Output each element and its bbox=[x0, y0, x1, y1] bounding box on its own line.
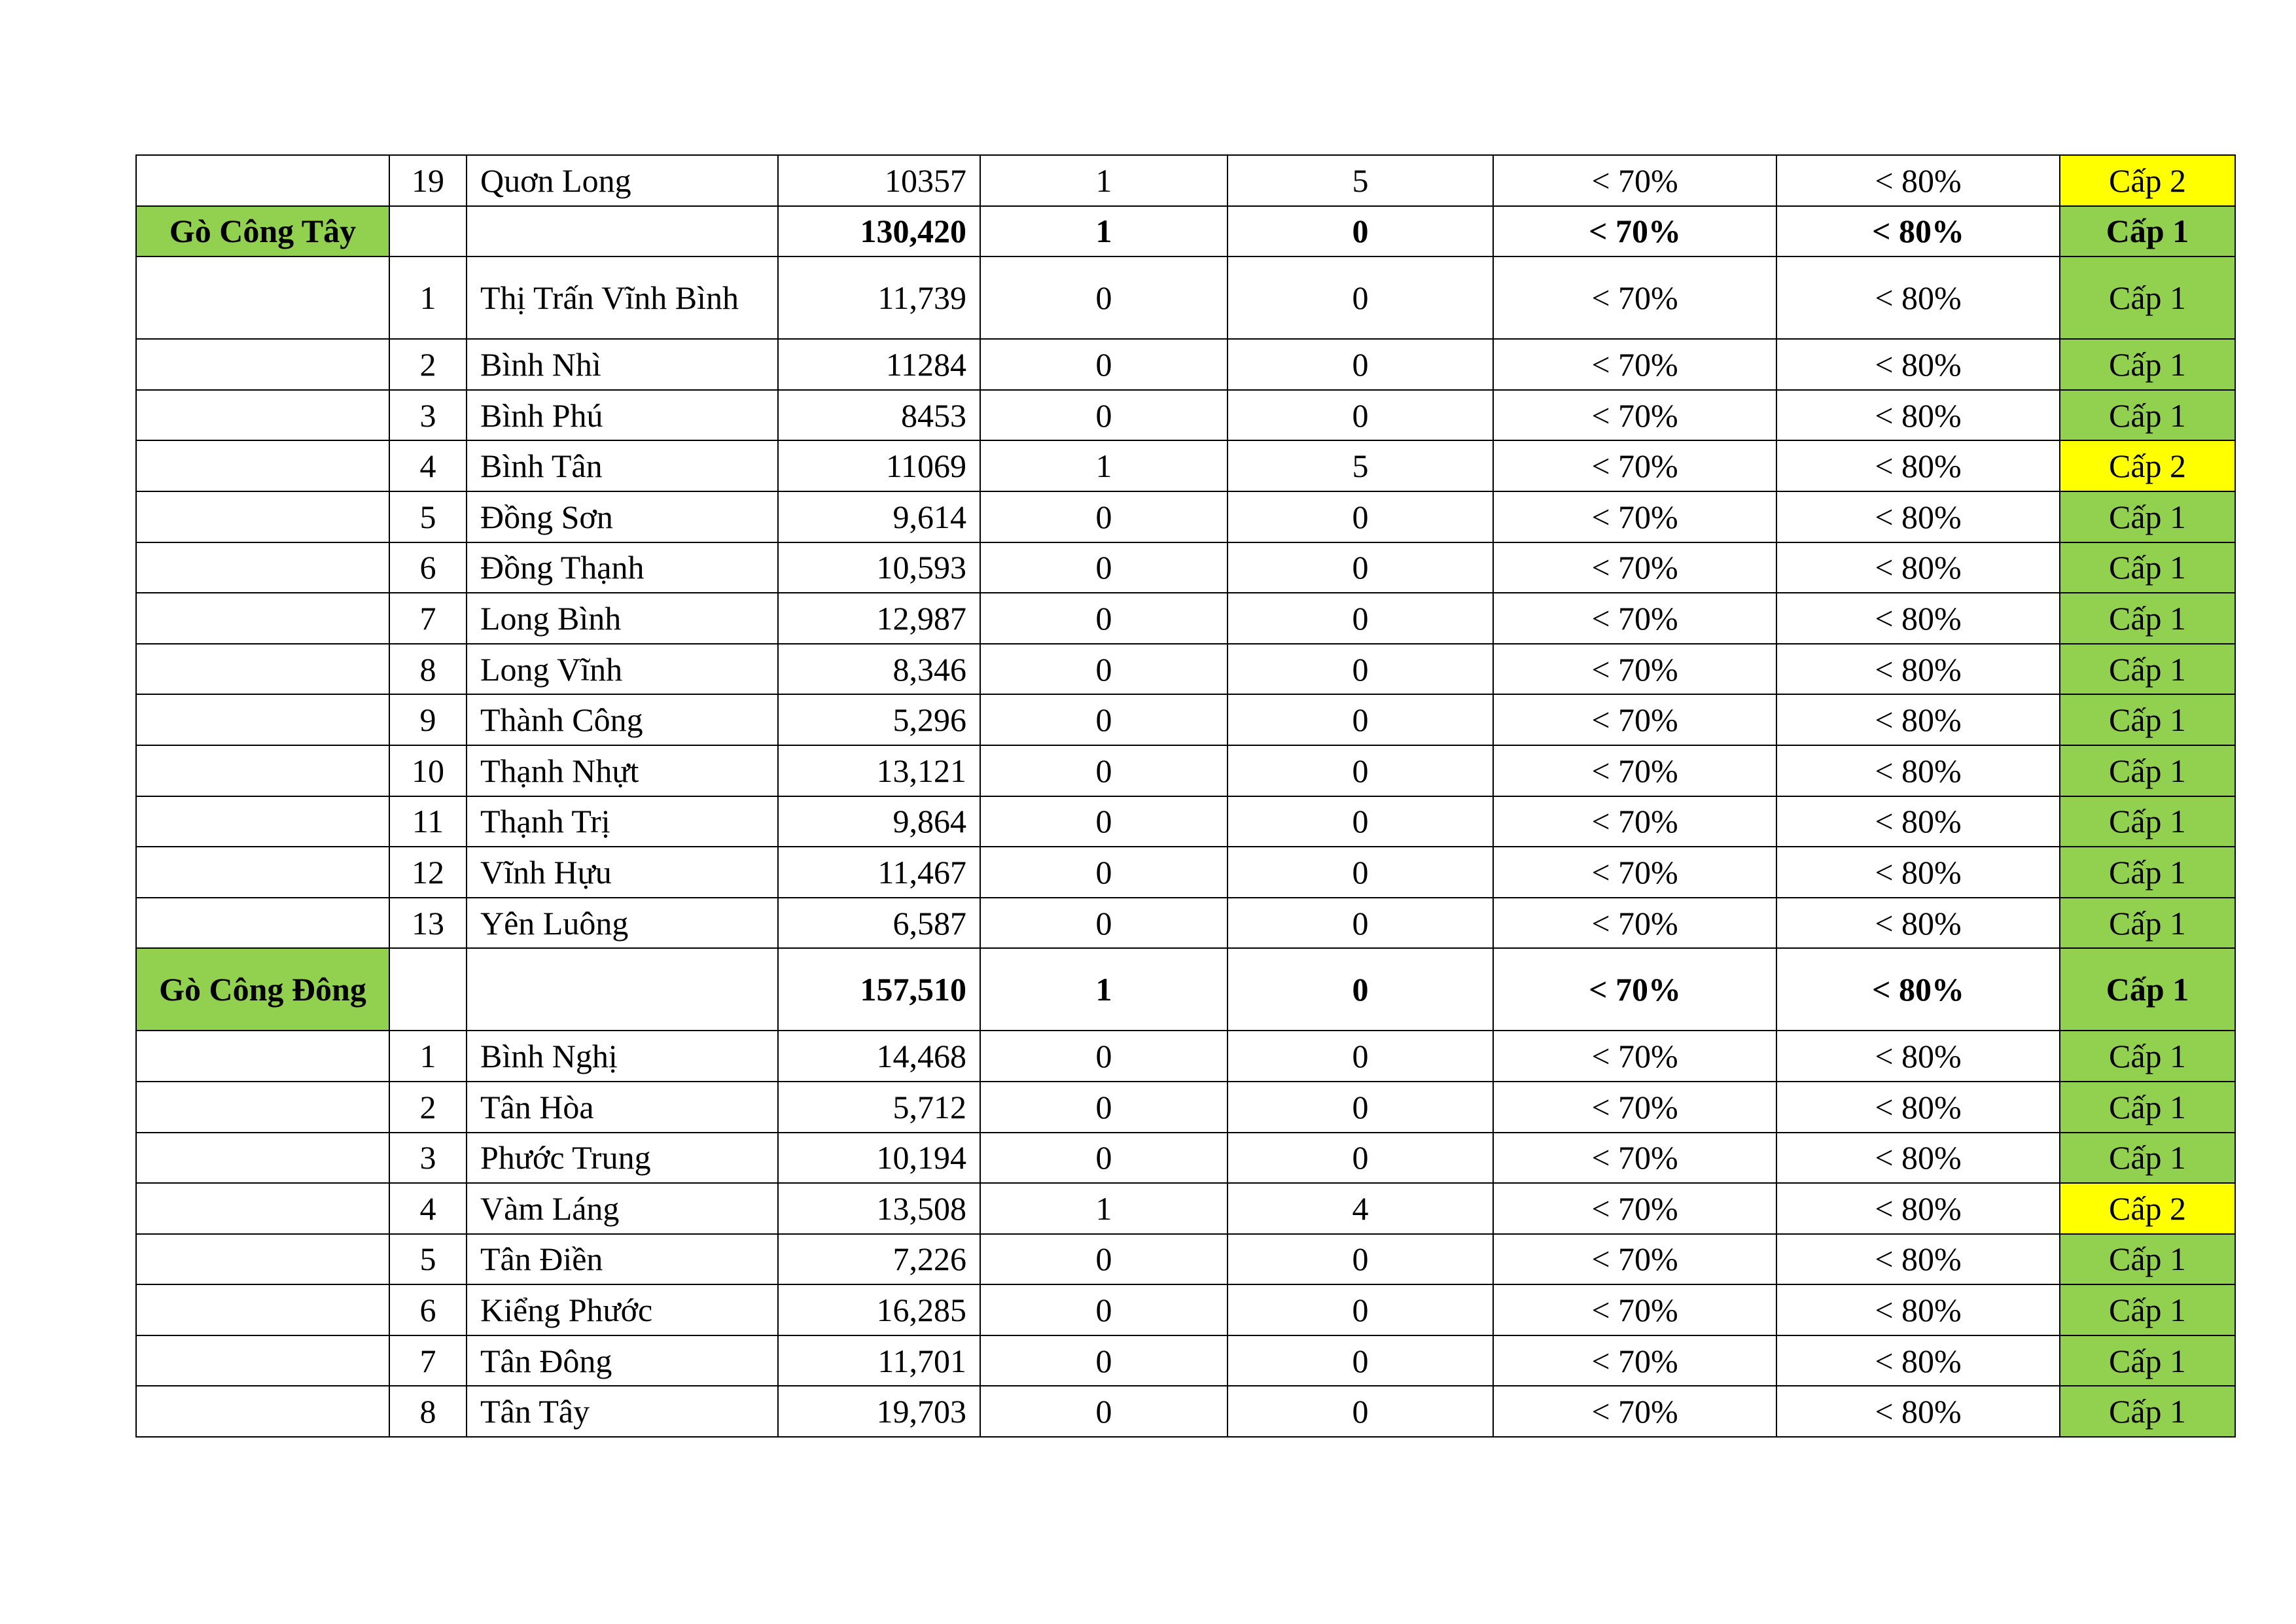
district-cell bbox=[136, 1183, 389, 1234]
commune-name-cell: Quơn Long bbox=[467, 155, 778, 206]
table-row bbox=[136, 491, 2235, 542]
table-row bbox=[136, 1335, 2235, 1386]
value-a-cell: 0 bbox=[980, 898, 1227, 949]
level-badge-cell: Cấp 1 bbox=[2060, 593, 2235, 644]
value-b-cell: 0 bbox=[1227, 796, 1493, 847]
level-badge-cell: Cấp 1 bbox=[2060, 339, 2235, 390]
rate-70-cell: < 70% bbox=[1493, 796, 1776, 847]
value-a-cell: 0 bbox=[980, 1284, 1227, 1335]
value-b-cell: 0 bbox=[1227, 339, 1493, 390]
district-summary-row bbox=[136, 206, 2235, 257]
district-cell bbox=[136, 593, 389, 644]
stt-cell: 1 bbox=[389, 256, 467, 339]
commune-name-cell: Vàm Láng bbox=[467, 1183, 778, 1234]
district-cell bbox=[136, 256, 389, 339]
table-row bbox=[136, 1183, 2235, 1234]
level-badge-cell: Cấp 2 bbox=[2060, 1183, 2235, 1234]
rate-70-cell: < 70% bbox=[1493, 644, 1776, 695]
rate-70-cell: < 70% bbox=[1493, 390, 1776, 441]
table-row bbox=[136, 256, 2235, 339]
population-cell: 7,226 bbox=[778, 1234, 980, 1285]
rate-70-cell: < 70% bbox=[1493, 440, 1776, 491]
rate-80-cell: < 80% bbox=[1776, 593, 2060, 644]
value-b-cell: 0 bbox=[1227, 256, 1493, 339]
district-cell bbox=[136, 542, 389, 593]
commune-name-cell: Đồng Thạnh bbox=[467, 542, 778, 593]
value-a-cell: 0 bbox=[980, 1031, 1227, 1082]
commune-name-cell bbox=[467, 948, 778, 1031]
value-a-cell: 0 bbox=[980, 1133, 1227, 1184]
value-b-cell: 0 bbox=[1227, 1284, 1493, 1335]
rate-70-cell: < 70% bbox=[1493, 1386, 1776, 1437]
value-a-cell: 0 bbox=[980, 593, 1227, 644]
commune-name-cell: Bình Phú bbox=[467, 390, 778, 441]
value-a-cell: 0 bbox=[980, 339, 1227, 390]
rate-80-cell: < 80% bbox=[1776, 542, 2060, 593]
stt-cell: 6 bbox=[389, 1284, 467, 1335]
district-cell bbox=[136, 1133, 389, 1184]
value-b-cell: 0 bbox=[1227, 1031, 1493, 1082]
value-b-cell: 5 bbox=[1227, 440, 1493, 491]
population-cell: 5,296 bbox=[778, 694, 980, 745]
district-cell bbox=[136, 339, 389, 390]
table-row bbox=[136, 1386, 2235, 1437]
value-a-cell: 0 bbox=[980, 1386, 1227, 1437]
population-cell: 130,420 bbox=[778, 206, 980, 257]
rate-70-cell: < 70% bbox=[1493, 491, 1776, 542]
rate-80-cell: < 80% bbox=[1776, 339, 2060, 390]
district-cell bbox=[136, 1386, 389, 1437]
level-badge-cell: Cấp 1 bbox=[2060, 542, 2235, 593]
district-cell bbox=[136, 1031, 389, 1082]
district-cell bbox=[136, 1284, 389, 1335]
stt-cell: 7 bbox=[389, 1335, 467, 1386]
rate-80-cell: < 80% bbox=[1776, 745, 2060, 796]
stt-cell: 4 bbox=[389, 440, 467, 491]
rate-80-cell: < 80% bbox=[1776, 1234, 2060, 1285]
value-a-cell: 1 bbox=[980, 948, 1227, 1031]
rate-80-cell: < 80% bbox=[1776, 1284, 2060, 1335]
level-badge-cell: Cấp 1 bbox=[2060, 694, 2235, 745]
rate-80-cell: < 80% bbox=[1776, 898, 2060, 949]
stt-cell bbox=[389, 948, 467, 1031]
level-badge-cell: Cấp 1 bbox=[2060, 644, 2235, 695]
rate-80-cell: < 80% bbox=[1776, 390, 2060, 441]
level-badge-cell: Cấp 1 bbox=[2060, 1386, 2235, 1437]
rate-70-cell: < 70% bbox=[1493, 256, 1776, 339]
rate-80-cell: < 80% bbox=[1776, 1082, 2060, 1133]
rate-80-cell: < 80% bbox=[1776, 491, 2060, 542]
population-cell: 9,864 bbox=[778, 796, 980, 847]
value-b-cell: 4 bbox=[1227, 1183, 1493, 1234]
commune-name-cell: Thị Trấn Vĩnh Bình bbox=[467, 256, 778, 339]
population-cell: 10,194 bbox=[778, 1133, 980, 1184]
population-cell: 13,121 bbox=[778, 745, 980, 796]
district-cell bbox=[136, 440, 389, 491]
value-a-cell: 0 bbox=[980, 796, 1227, 847]
rate-80-cell: < 80% bbox=[1776, 1183, 2060, 1234]
rate-70-cell: < 70% bbox=[1493, 155, 1776, 206]
rate-70-cell: < 70% bbox=[1493, 1082, 1776, 1133]
level-badge-cell: Cấp 1 bbox=[2060, 1335, 2235, 1386]
value-a-cell: 0 bbox=[980, 1234, 1227, 1285]
stt-cell: 3 bbox=[389, 390, 467, 441]
level-badge-cell: Cấp 1 bbox=[2060, 206, 2235, 257]
stt-cell: 10 bbox=[389, 745, 467, 796]
value-b-cell: 0 bbox=[1227, 206, 1493, 257]
level-badge-cell: Cấp 1 bbox=[2060, 491, 2235, 542]
rate-80-cell: < 80% bbox=[1776, 796, 2060, 847]
level-badge-cell: Cấp 1 bbox=[2060, 1031, 2235, 1082]
value-b-cell: 0 bbox=[1227, 948, 1493, 1031]
table-row bbox=[136, 847, 2235, 898]
value-a-cell: 1 bbox=[980, 1183, 1227, 1234]
value-b-cell: 0 bbox=[1227, 847, 1493, 898]
commune-name-cell: Tân Hòa bbox=[467, 1082, 778, 1133]
level-badge-cell: Cấp 2 bbox=[2060, 440, 2235, 491]
value-b-cell: 0 bbox=[1227, 1234, 1493, 1285]
population-cell: 11284 bbox=[778, 339, 980, 390]
rate-80-cell: < 80% bbox=[1776, 948, 2060, 1031]
value-b-cell: 0 bbox=[1227, 1133, 1493, 1184]
rate-70-cell: < 70% bbox=[1493, 745, 1776, 796]
district-cell bbox=[136, 644, 389, 695]
table-row bbox=[136, 1284, 2235, 1335]
rate-70-cell: < 70% bbox=[1493, 1031, 1776, 1082]
rate-70-cell: < 70% bbox=[1493, 339, 1776, 390]
commune-name-cell: Thạnh Nhựt bbox=[467, 745, 778, 796]
rate-70-cell: < 70% bbox=[1493, 542, 1776, 593]
table-row bbox=[136, 440, 2235, 491]
level-badge-cell: Cấp 1 bbox=[2060, 898, 2235, 949]
district-cell bbox=[136, 847, 389, 898]
stt-cell: 12 bbox=[389, 847, 467, 898]
commune-name-cell: Đồng Sơn bbox=[467, 491, 778, 542]
rate-70-cell: < 70% bbox=[1493, 1234, 1776, 1285]
population-cell: 19,703 bbox=[778, 1386, 980, 1437]
commune-name-cell: Kiểng Phước bbox=[467, 1284, 778, 1335]
value-b-cell: 0 bbox=[1227, 898, 1493, 949]
population-cell: 6,587 bbox=[778, 898, 980, 949]
value-b-cell: 0 bbox=[1227, 1386, 1493, 1437]
table-row bbox=[136, 593, 2235, 644]
commune-name-cell: Bình Nghị bbox=[467, 1031, 778, 1082]
table-row bbox=[136, 155, 2235, 206]
population-cell: 11069 bbox=[778, 440, 980, 491]
commune-level-table bbox=[135, 154, 2236, 1438]
table-row bbox=[136, 1031, 2235, 1082]
stt-cell: 2 bbox=[389, 339, 467, 390]
district-name-cell: Gò Công Đông bbox=[136, 948, 389, 1031]
value-b-cell: 0 bbox=[1227, 542, 1493, 593]
table-row bbox=[136, 745, 2235, 796]
commune-name-cell: Vĩnh Hựu bbox=[467, 847, 778, 898]
district-name-cell: Gò Công Tây bbox=[136, 206, 389, 257]
population-cell: 8,346 bbox=[778, 644, 980, 695]
value-b-cell: 0 bbox=[1227, 593, 1493, 644]
stt-cell: 7 bbox=[389, 593, 467, 644]
stt-cell: 19 bbox=[389, 155, 467, 206]
rate-70-cell: < 70% bbox=[1493, 898, 1776, 949]
stt-cell: 8 bbox=[389, 644, 467, 695]
value-a-cell: 0 bbox=[980, 256, 1227, 339]
level-badge-cell: Cấp 1 bbox=[2060, 847, 2235, 898]
district-cell bbox=[136, 1082, 389, 1133]
value-b-cell: 0 bbox=[1227, 745, 1493, 796]
table-row bbox=[136, 542, 2235, 593]
rate-70-cell: < 70% bbox=[1493, 948, 1776, 1031]
population-cell: 16,285 bbox=[778, 1284, 980, 1335]
commune-name-cell: Tân Đông bbox=[467, 1335, 778, 1386]
value-a-cell: 1 bbox=[980, 155, 1227, 206]
level-badge-cell: Cấp 1 bbox=[2060, 796, 2235, 847]
district-cell bbox=[136, 898, 389, 949]
stt-cell bbox=[389, 206, 467, 257]
population-cell: 5,712 bbox=[778, 1082, 980, 1133]
commune-name-cell: Yên Luông bbox=[467, 898, 778, 949]
population-cell: 10357 bbox=[778, 155, 980, 206]
table-row bbox=[136, 1234, 2235, 1285]
table-row bbox=[136, 644, 2235, 695]
level-badge-cell: Cấp 1 bbox=[2060, 256, 2235, 339]
rate-70-cell: < 70% bbox=[1493, 593, 1776, 644]
rate-80-cell: < 80% bbox=[1776, 440, 2060, 491]
stt-cell: 1 bbox=[389, 1031, 467, 1082]
stt-cell: 3 bbox=[389, 1133, 467, 1184]
value-b-cell: 0 bbox=[1227, 1335, 1493, 1386]
district-cell bbox=[136, 491, 389, 542]
table-row bbox=[136, 390, 2235, 441]
value-a-cell: 1 bbox=[980, 440, 1227, 491]
stt-cell: 8 bbox=[389, 1386, 467, 1437]
table-row bbox=[136, 339, 2235, 390]
value-a-cell: 0 bbox=[980, 390, 1227, 441]
population-cell: 11,739 bbox=[778, 256, 980, 339]
rate-70-cell: < 70% bbox=[1493, 694, 1776, 745]
rate-70-cell: < 70% bbox=[1493, 1335, 1776, 1386]
stt-cell: 5 bbox=[389, 491, 467, 542]
table-row bbox=[136, 694, 2235, 745]
district-summary-row bbox=[136, 948, 2235, 1031]
district-cell bbox=[136, 694, 389, 745]
level-badge-cell: Cấp 2 bbox=[2060, 155, 2235, 206]
level-badge-cell: Cấp 1 bbox=[2060, 745, 2235, 796]
rate-80-cell: < 80% bbox=[1776, 694, 2060, 745]
table-row bbox=[136, 898, 2235, 949]
table-row bbox=[136, 1133, 2235, 1184]
commune-name-cell bbox=[467, 206, 778, 257]
rate-80-cell: < 80% bbox=[1776, 847, 2060, 898]
district-cell bbox=[136, 796, 389, 847]
value-b-cell: 0 bbox=[1227, 390, 1493, 441]
commune-name-cell: Tân Tây bbox=[467, 1386, 778, 1437]
population-cell: 13,508 bbox=[778, 1183, 980, 1234]
value-b-cell: 0 bbox=[1227, 644, 1493, 695]
rate-80-cell: < 80% bbox=[1776, 256, 2060, 339]
rate-70-cell: < 70% bbox=[1493, 1133, 1776, 1184]
table-body bbox=[136, 155, 2235, 1437]
population-cell: 8453 bbox=[778, 390, 980, 441]
level-badge-cell: Cấp 1 bbox=[2060, 1133, 2235, 1184]
population-cell: 157,510 bbox=[778, 948, 980, 1031]
rate-70-cell: < 70% bbox=[1493, 1183, 1776, 1234]
district-cell bbox=[136, 1234, 389, 1285]
commune-name-cell: Thạnh Trị bbox=[467, 796, 778, 847]
level-badge-cell: Cấp 1 bbox=[2060, 1082, 2235, 1133]
rate-70-cell: < 70% bbox=[1493, 847, 1776, 898]
level-badge-cell: Cấp 1 bbox=[2060, 390, 2235, 441]
population-cell: 14,468 bbox=[778, 1031, 980, 1082]
commune-name-cell: Long Vĩnh bbox=[467, 644, 778, 695]
commune-name-cell: Phước Trung bbox=[467, 1133, 778, 1184]
rate-80-cell: < 80% bbox=[1776, 206, 2060, 257]
rate-80-cell: < 80% bbox=[1776, 1386, 2060, 1437]
stt-cell: 4 bbox=[389, 1183, 467, 1234]
commune-name-cell: Thành Công bbox=[467, 694, 778, 745]
stt-cell: 9 bbox=[389, 694, 467, 745]
table-row bbox=[136, 1082, 2235, 1133]
district-cell bbox=[136, 155, 389, 206]
population-cell: 10,593 bbox=[778, 542, 980, 593]
rate-70-cell: < 70% bbox=[1493, 206, 1776, 257]
value-a-cell: 0 bbox=[980, 491, 1227, 542]
district-cell bbox=[136, 390, 389, 441]
district-cell bbox=[136, 1335, 389, 1386]
value-a-cell: 0 bbox=[980, 1082, 1227, 1133]
value-a-cell: 0 bbox=[980, 694, 1227, 745]
population-cell: 11,467 bbox=[778, 847, 980, 898]
population-cell: 12,987 bbox=[778, 593, 980, 644]
value-b-cell: 0 bbox=[1227, 491, 1493, 542]
value-a-cell: 0 bbox=[980, 644, 1227, 695]
rate-80-cell: < 80% bbox=[1776, 1133, 2060, 1184]
level-badge-cell: Cấp 1 bbox=[2060, 1234, 2235, 1285]
stt-cell: 5 bbox=[389, 1234, 467, 1285]
commune-name-cell: Bình Tân bbox=[467, 440, 778, 491]
rate-70-cell: < 70% bbox=[1493, 1284, 1776, 1335]
value-a-cell: 0 bbox=[980, 745, 1227, 796]
stt-cell: 11 bbox=[389, 796, 467, 847]
rate-80-cell: < 80% bbox=[1776, 1031, 2060, 1082]
value-a-cell: 0 bbox=[980, 1335, 1227, 1386]
commune-name-cell: Bình Nhì bbox=[467, 339, 778, 390]
stt-cell: 6 bbox=[389, 542, 467, 593]
commune-name-cell: Tân Điền bbox=[467, 1234, 778, 1285]
value-b-cell: 0 bbox=[1227, 1082, 1493, 1133]
district-cell bbox=[136, 745, 389, 796]
table-row bbox=[136, 796, 2235, 847]
rate-80-cell: < 80% bbox=[1776, 1335, 2060, 1386]
value-a-cell: 0 bbox=[980, 847, 1227, 898]
population-cell: 9,614 bbox=[778, 491, 980, 542]
level-badge-cell: Cấp 1 bbox=[2060, 948, 2235, 1031]
value-b-cell: 5 bbox=[1227, 155, 1493, 206]
level-badge-cell: Cấp 1 bbox=[2060, 1284, 2235, 1335]
value-b-cell: 0 bbox=[1227, 694, 1493, 745]
commune-name-cell: Long Bình bbox=[467, 593, 778, 644]
stt-cell: 13 bbox=[389, 898, 467, 949]
value-a-cell: 1 bbox=[980, 206, 1227, 257]
rate-80-cell: < 80% bbox=[1776, 155, 2060, 206]
population-cell: 11,701 bbox=[778, 1335, 980, 1386]
rate-80-cell: < 80% bbox=[1776, 644, 2060, 695]
value-a-cell: 0 bbox=[980, 542, 1227, 593]
stt-cell: 2 bbox=[389, 1082, 467, 1133]
